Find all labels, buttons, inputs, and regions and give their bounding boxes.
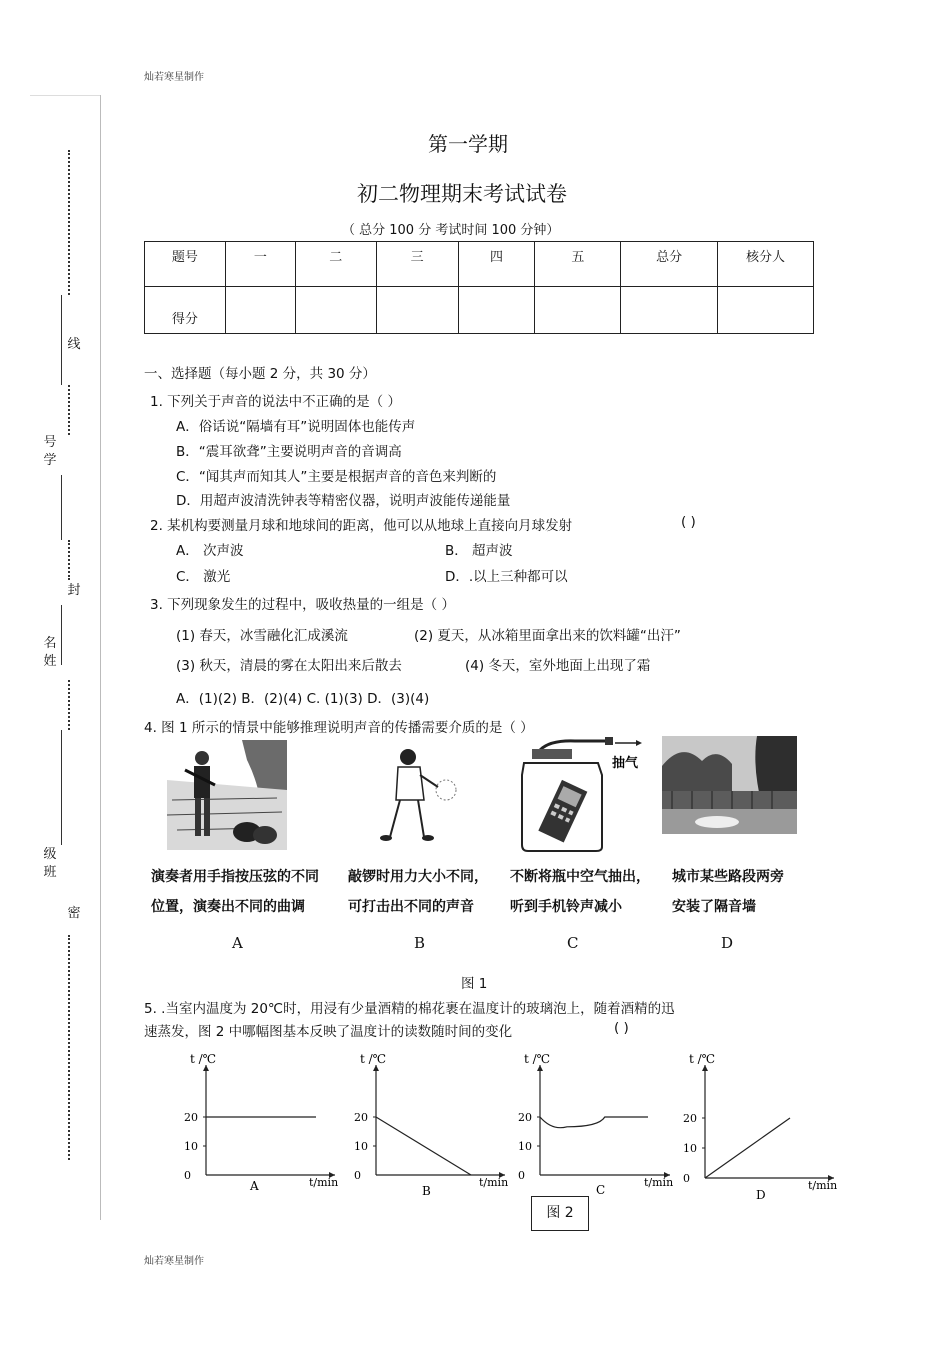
score-cell[interactable] — [225, 287, 295, 334]
chart-B — [354, 1052, 508, 1198]
score-cell[interactable] — [295, 287, 376, 334]
q5-line1: 5. .当室内温度为 20℃时，用浸有少量酒精的棉花裹在温度计的玻璃泡上，随着酒精的迅 — [144, 1001, 675, 1017]
margin-char-ji: 级 — [43, 847, 57, 862]
y-axis-label: t /℃ — [689, 1052, 716, 1066]
margin-char-hao: 号 — [43, 435, 57, 450]
y-tick-label: 0 — [354, 1169, 361, 1182]
figure2-label: 图 2 — [531, 1196, 589, 1231]
chart-letter: B — [422, 1184, 431, 1198]
y-tick-label: 10 — [518, 1140, 532, 1153]
y-tick-label: 0 — [518, 1169, 525, 1182]
margin-char-xian: 线 — [67, 337, 81, 352]
score-header-cell: 五 — [535, 242, 621, 287]
q5-answer-paren: ( ) — [614, 1020, 629, 1036]
series-line — [540, 1117, 648, 1128]
score-header-cell: 四 — [458, 242, 535, 287]
y-tick-label: 20 — [184, 1111, 198, 1124]
score-cell[interactable] — [458, 287, 535, 334]
score-header-cell: 核分人 — [718, 242, 814, 287]
y-axis-label: t /℃ — [524, 1052, 551, 1066]
q3-item-1: (1) 春天，冰雪融化汇成溪流 — [176, 628, 348, 644]
margin-solid-2 — [61, 475, 62, 540]
y-tick-label: 20 — [354, 1111, 368, 1124]
section-heading: 一、选择题（每小题 2 分，共 30 分） — [144, 366, 376, 382]
q4-caption-a-line1: 演奏者用手指按压弦的不同 — [151, 869, 319, 885]
header-note: 灿若寒星制作 — [144, 72, 204, 83]
margin-solid-4 — [61, 730, 62, 845]
series-line — [376, 1117, 471, 1175]
score-cell[interactable] — [718, 287, 814, 334]
margin-char-feng: 封 — [67, 583, 81, 598]
q5-line2: 速蒸发，图 2 中哪幅图基本反映了温度计的读数随时间的变化 — [144, 1024, 513, 1040]
margin-char-xue: 学 — [43, 453, 57, 468]
q4-letter-d: D — [721, 934, 734, 952]
q1-stem: 1. 下列关于声音的说法中不正确的是（ ） — [150, 394, 401, 410]
chart-letter: C — [596, 1183, 606, 1197]
x-axis-label: t/min — [644, 1176, 674, 1189]
score-header-cell: 总分 — [621, 242, 718, 287]
chart-letter: A — [250, 1179, 259, 1193]
q2-option-d: D．.以上三种都可以 — [445, 569, 568, 585]
q1-option-b: B．“震耳欲聋”主要说明声音的音调高 — [176, 444, 402, 460]
series-line — [705, 1118, 790, 1178]
q4-caption-c-line1: 不断将瓶中空气抽出， — [510, 869, 650, 885]
figure1-image-d — [662, 736, 797, 834]
figure1-image-c — [510, 735, 645, 853]
q3-stem: 3. 下列现象发生的过程中，吸收热量的一组是（ ） — [150, 597, 455, 613]
x-axis-label: t/min — [309, 1176, 339, 1189]
x-axis-label: t/min — [808, 1179, 838, 1192]
q4-letter-c: C — [567, 934, 579, 952]
q3-item-2: (2) 夏天，从冰箱里面拿出来的饮料罐“出汗” — [414, 628, 681, 644]
margin-solid-1 — [61, 295, 62, 385]
y-tick-label: 10 — [683, 1142, 697, 1155]
x-axis-label: t/min — [479, 1176, 509, 1189]
q4-caption-a-line2: 位置，演奏出不同的曲调 — [151, 899, 305, 915]
q4-letter-a: A — [232, 934, 243, 952]
q3-item-3: (3) 秋天，清晨的雾在太阳出来后散去 — [176, 658, 402, 674]
score-cell[interactable] — [621, 287, 718, 334]
q2-stem: 2. 某机构要测量月球和地球间的距离，他可以从地球上直接向月球发射 — [150, 518, 573, 534]
margin-dotted-1 — [68, 150, 70, 295]
score-header-cell: 二 — [295, 242, 376, 287]
margin-char-ban: 班 — [43, 865, 57, 880]
figure1-label: 图 1 — [461, 976, 488, 992]
y-tick-label: 20 — [683, 1112, 697, 1125]
q4-caption-c-line2: 听到手机铃声减小 — [510, 899, 622, 915]
q1-option-c: C．“闻其声而知其人”主要是根据声音的音色来判断的 — [176, 469, 497, 485]
figure1-image-a — [167, 740, 287, 850]
q4-letter-b: B — [414, 934, 426, 952]
y-tick-label: 0 — [184, 1169, 191, 1182]
y-tick-label: 0 — [683, 1172, 690, 1185]
exam-title: 初二物理期末考试试卷 — [357, 182, 567, 206]
exam-subtitle: （ 总分 100 分 考试时间 100 分钟） — [342, 223, 560, 238]
q4-caption-d-line2: 安装了隔音墙 — [672, 899, 756, 915]
y-tick-label: 20 — [518, 1111, 532, 1124]
pump-label: 抽气 — [612, 756, 639, 771]
q4-caption-b-line1: 敲锣时用力大小不同， — [348, 869, 488, 885]
score-header-cell: 三 — [376, 242, 458, 287]
score-table — [144, 241, 814, 334]
chart-letter: D — [756, 1188, 766, 1202]
q4-stem: 4. 图 1 所示的情景中能够推理说明声音的传播需要介质的是（ ） — [144, 720, 534, 736]
q2-option-c: C． 激光 — [176, 569, 231, 585]
margin-solid-3 — [61, 605, 62, 665]
margin-dotted-2 — [68, 385, 70, 435]
score-row-label: 得分 — [145, 287, 226, 334]
margin-char-mi: 密 — [67, 906, 81, 921]
page-title: 第一学期 — [428, 132, 508, 156]
score-cell[interactable] — [376, 287, 458, 334]
q4-caption-b-line2: 可打击出不同的声音 — [348, 899, 474, 915]
q2-option-a: A． 次声波 — [176, 543, 244, 559]
figure1-image-b — [368, 745, 463, 850]
q1-option-a: A．俗话说“隔墙有耳”说明固体也能传声 — [176, 419, 416, 435]
q1-option-d: D．用超声波清洗钟表等精密仪器，说明声波能传递能量 — [176, 493, 511, 509]
margin-char-xing: 姓 — [43, 654, 57, 669]
figure2-charts — [0, 1040, 950, 1205]
chart-C — [518, 1052, 673, 1197]
margin-dotted-3 — [68, 540, 70, 580]
chart-A — [184, 1052, 338, 1193]
y-axis-label: t /℃ — [190, 1052, 217, 1066]
y-tick-label: 10 — [184, 1140, 198, 1153]
margin-char-ming: 名 — [43, 636, 57, 651]
q4-caption-d-line1: 城市某些路段两旁 — [672, 869, 784, 885]
q2-option-b: B． 超声波 — [445, 543, 513, 559]
q3-answers: A．(1)(2) B．(2)(4) C. (1)(3) D．(3)(4) — [176, 691, 430, 707]
q2-answer-paren: ( ) — [681, 514, 696, 530]
score-cell[interactable] — [535, 287, 621, 334]
chart-D — [683, 1052, 837, 1202]
q3-item-4: (4) 冬天，室外地面上出现了霜 — [465, 658, 651, 674]
footer-note: 灿若寒星制作 — [144, 1256, 204, 1267]
y-axis-label: t /℃ — [360, 1052, 387, 1066]
y-tick-label: 10 — [354, 1140, 368, 1153]
score-header-cell: 一 — [225, 242, 295, 287]
margin-top-rule — [30, 95, 100, 96]
margin-dotted-4 — [68, 680, 70, 730]
score-header-cell: 题号 — [145, 242, 226, 287]
